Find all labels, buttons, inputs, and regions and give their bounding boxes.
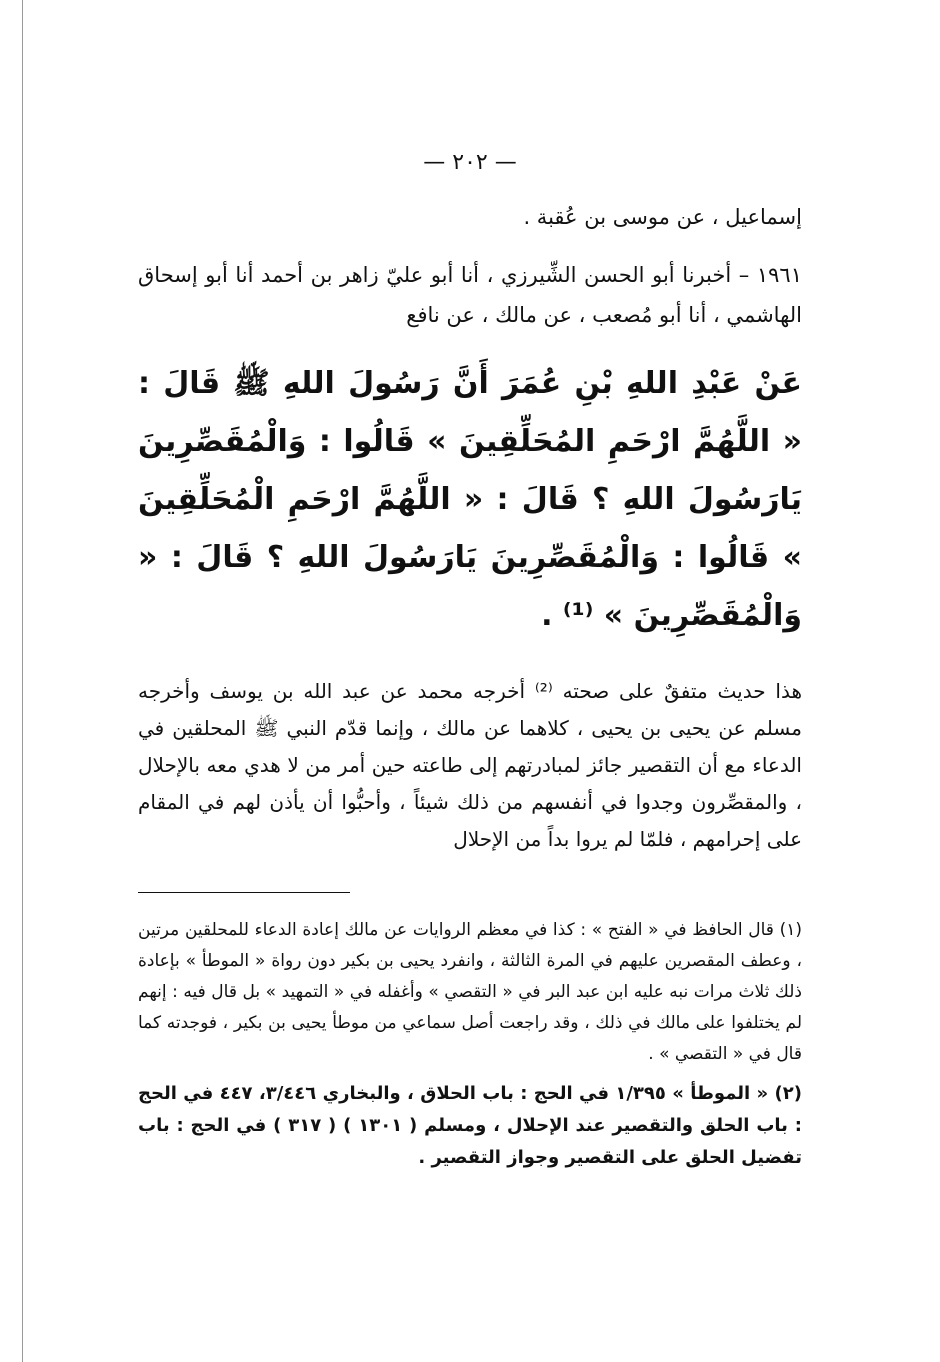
commentary-paragraph: هذا حديث متفقٌ على صحته ⁽²⁾ أخرجه محمد عن عبد الله بن يوسف وأخرجه مسلم عن يحيى بن يحيى ، كلاهما عن مالك ، وإنما قدّم النبي ﷺ المحلقين في الدعاء مع أن التقصير جائز لمبادرتهم إلى طاعته حين أمر من لا هدي معه بالإحلال ، والمقصِّرون وجدوا في أنفسهم من ذلك شيئاً ، وأحبُّوا أن يأذن لهم في المقام على إحرامهم ، فلمّا لم يروا بداً من الإحلال [138,679,803,851]
intro-line: إسماعيل ، عن موسى بن عُقبة . [523,205,802,229]
scan-edge-line [22,0,23,1362]
hadith-text: عَنْ عَبْدِ اللهِ بْنِ عُمَرَ أَنَّ رَسُولَ اللهِ ﷺ قَالَ : « اللَّهُمَّ ارْحَمِ المُحَلِّقِينَ » قَالُوا : وَالْمُقَصِّرِينَ يَارَسُولَ اللهِ ؟ قَالَ : « اللَّهُمَّ ارْحَمِ الْمُحَلِّقِينَ » قَالُوا : وَالْمُقَصِّرِينَ يَارَسُولَ اللهِ ؟ قَالَ : « وَالْمُقَصِّرِينَ » ⁽¹⁾ . [138,366,802,633]
footnote-1: (١) قال الحافظ في « الفتح » : كذا في معظم الروايات عن مالك إعادة الدعاء للمحلقين مرتين ، وعطف المقصرين عليهم في المرة الثالثة ، وانفرد يحيى بن بكير دون رواة « الموطأ » بإعادة ذلك ثلاث مرات نبه عليه ابن عبد البر في « التقصي » وأغفله في « التمهيد » بل قال فيه : إنهم لم يختلفوا على مالك في ذلك ، وقد راجعت أصل سماعي من موطأ يحيى بن بكير ، فوجدته كما قال في « التقصي » . [138,920,802,1064]
book-page [138,150,802,1182]
hadith-isnad: ١٩٦١ – أخبرنا أبو الحسن الشِّيرزي ، أنا أبو عليّ زاهر بن أحمد أنا أبو إسحاق الهاشمي ، أنا أبو مُصعب ، عن مالك ، عن نافع [138,263,802,327]
footnote-2: (٢) « الموطأ » ١/٣٩٥ في الحج : باب الحلاق ، والبخاري ٣/٤٤٦، ٤٤٧ في الحج : باب الحلق والتقصير عند الإحلال ، ومسلم ( ١٣٠١ ) ( ٣١٧ ) في الحج : باب تفضيل الحلق على التقصير وجواز التقصير . [138,1083,802,1168]
page-number: — ٢٠٢ — [423,150,517,175]
footnote-divider [138,892,350,893]
